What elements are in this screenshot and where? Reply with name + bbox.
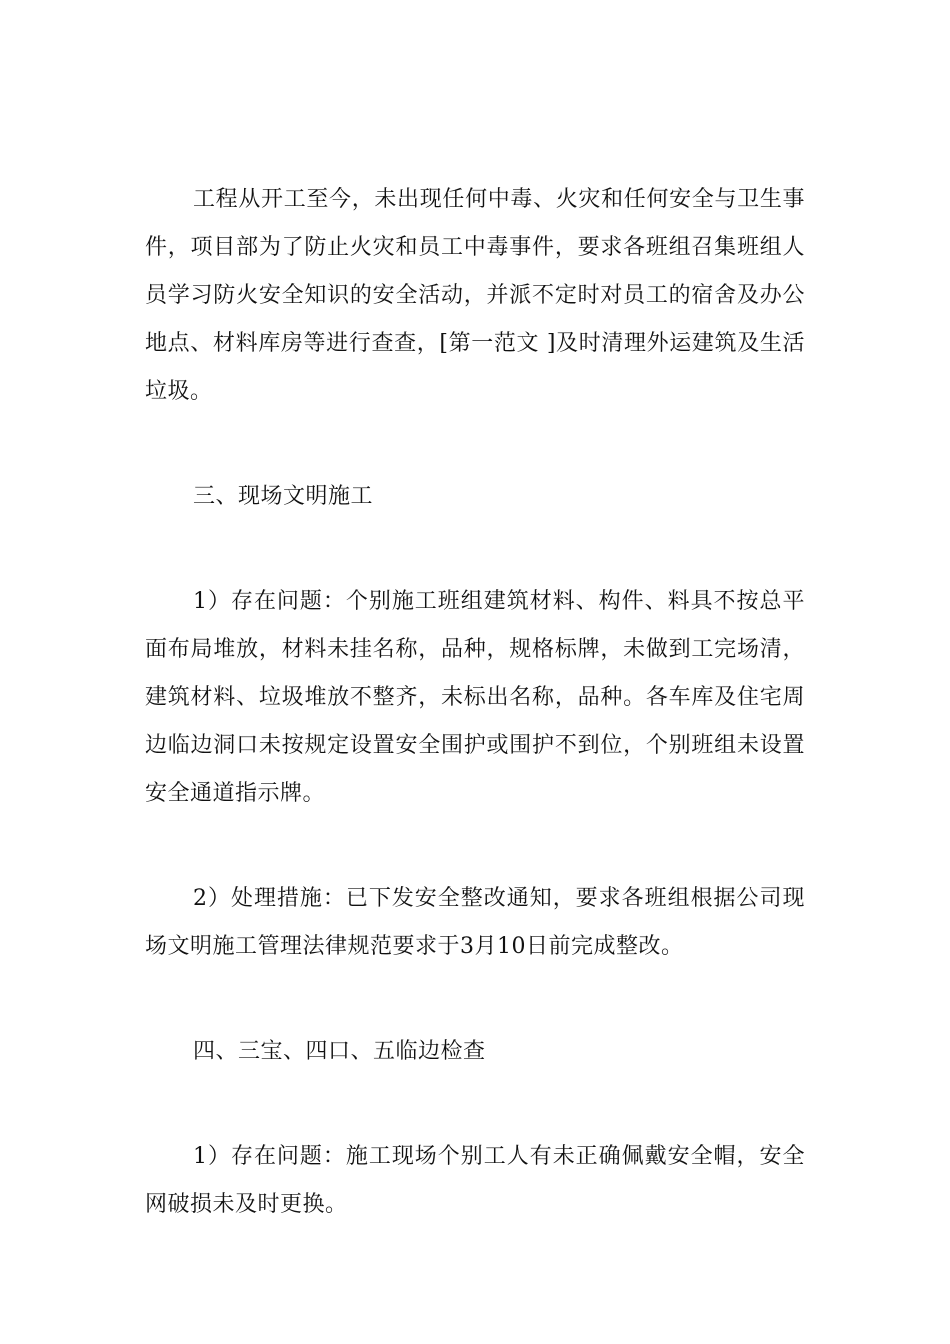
paragraph-measures-2: 2）处理措施：已下发安全整改通知，要求各班组根据公司现场文明施工管理法律规范要求于3月10日前完成整改。: [145, 886, 805, 959]
paragraph-fire-safety: 工程从开工至今，未出现任何中毒、火灾和任何安全与卫生事件，项目部为了防止火灾和员工中毒事件，要求各班组召集班组人员学习防火安全知识的安全活动，并派不定时对员工的宿舍及办公地点、材料库房等进行查查，[第一范文 ]及时清理外运建筑及生活垃圾。: [145, 187, 805, 404]
section-heading-inspection: 四、三宝、四口、五临边检查: [193, 1039, 486, 1064]
section-heading-civilized-construction: 三、现场文明施工: [193, 484, 374, 509]
paragraph-existing-problems-1: 1）存在问题：个别施工班组建筑材料、构件、料具不按总平面布局堆放，材料未挂名称，品种，规格标牌，未做到工完场清，建筑材料、垃圾堆放不整齐，未标出名称，品种。各车库及住宅周边临边洞口未按规定设置安全围护或围护不到位，个别班组未设置安全通道指示牌。: [145, 589, 805, 806]
document-body: [145, 176, 805, 1229]
paragraph-existing-problems-helmets: 1）存在问题：施工现场个别工人有未正确佩戴安全帽，安全网破损未及时更换。: [145, 1144, 805, 1217]
